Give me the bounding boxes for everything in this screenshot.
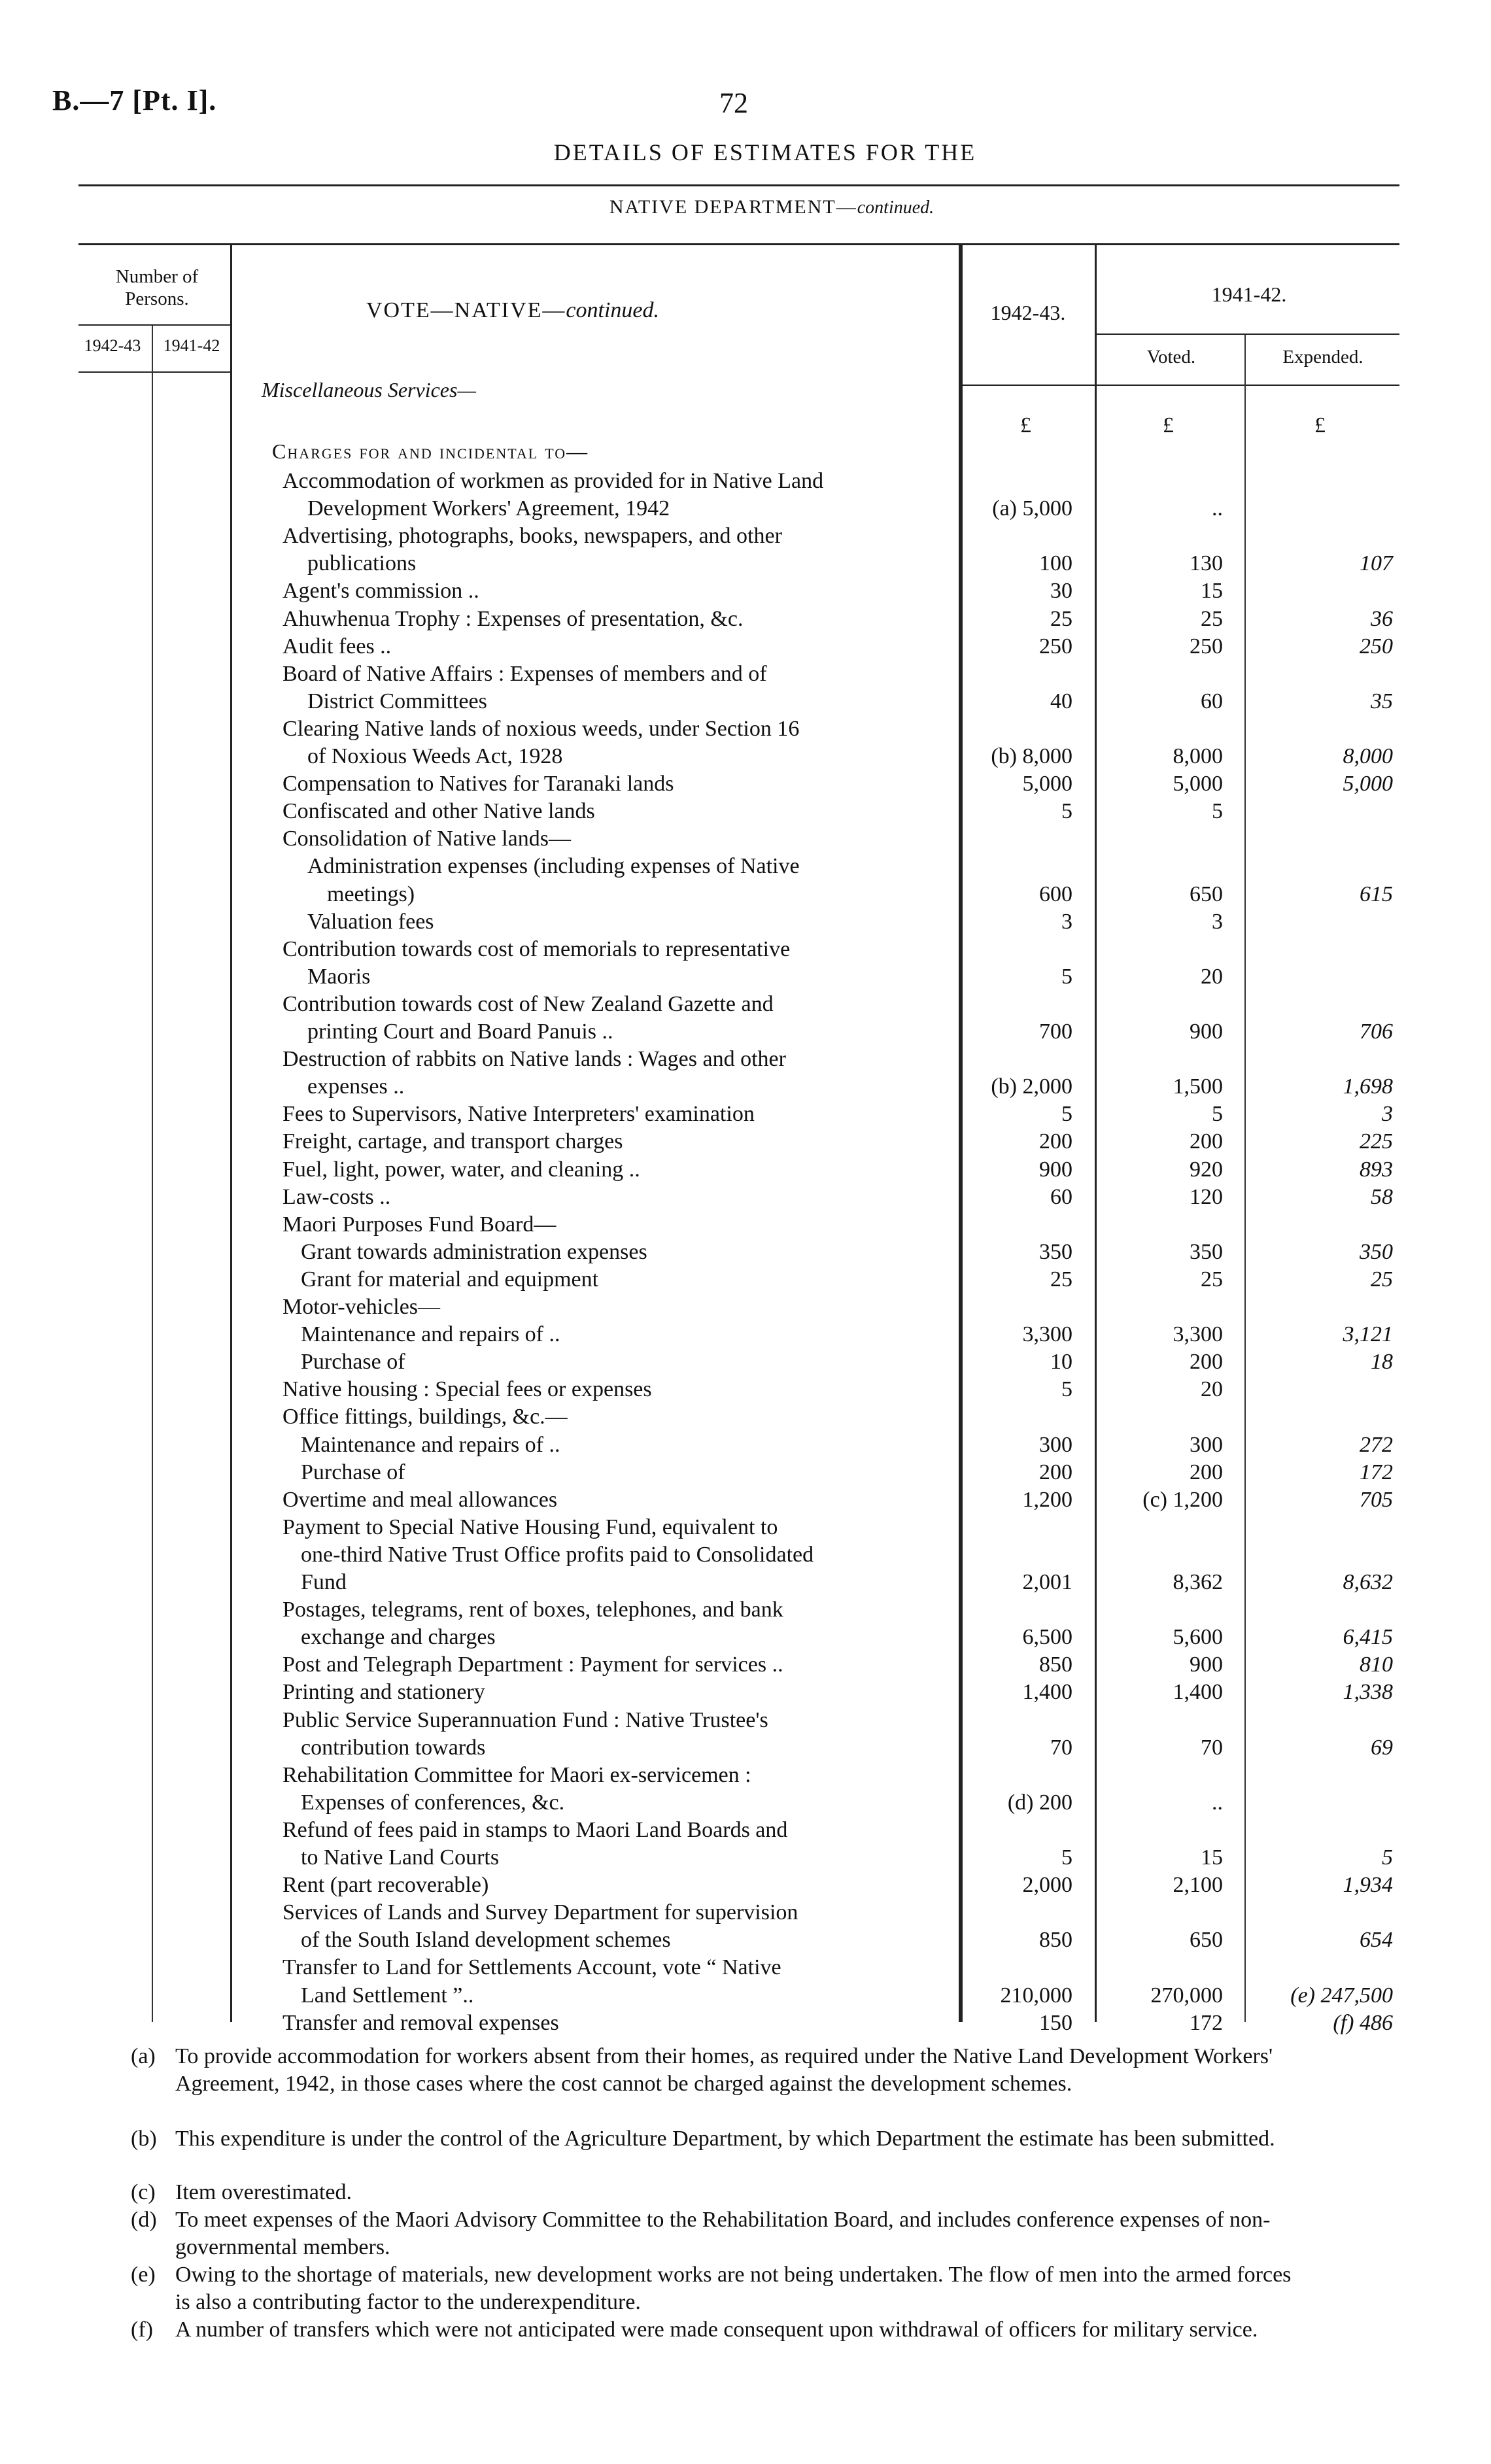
row-description: Board of Native Affairs : Expenses of members and of <box>283 661 767 686</box>
charges-heading: Charges for and incidental to— <box>272 439 589 463</box>
voted-1941-value: 1,500 <box>1173 1074 1223 1099</box>
table-row <box>0 1707 1491 1734</box>
row-description: Clearing Native lands of noxious weeds, under Section 16 <box>283 716 800 741</box>
table-row <box>0 1679 1491 1705</box>
voted-1941-value: 120 <box>1190 1184 1223 1209</box>
expended-1941-value: 107 <box>1360 551 1393 576</box>
estimate-1942-value: 40 <box>1050 689 1072 713</box>
estimate-1942-value: (d) 200 <box>1007 1790 1072 1815</box>
estimate-1942-value: 2,000 <box>1022 1873 1072 1898</box>
estimate-1942-value: 700 <box>1039 1019 1072 1044</box>
persons-subheader-rule <box>78 371 230 373</box>
table-row <box>0 1129 1491 1155</box>
expended-1941-value: 893 <box>1360 1157 1393 1182</box>
voted-1941-value: 8,362 <box>1173 1570 1223 1594</box>
estimate-1942-value: 100 <box>1039 551 1072 576</box>
row-description: Maori Purposes Fund Board— <box>283 1212 557 1237</box>
voted-1941-value: 2,100 <box>1173 1873 1223 1898</box>
table-row <box>0 1460 1491 1486</box>
row-description: Transfer to Land for Settlements Account, vote “ Native <box>283 1955 781 1980</box>
row-description: Freight, cartage, and transport charges <box>283 1129 623 1154</box>
estimate-1942-value: 600 <box>1039 881 1072 906</box>
expended-heading: Expended. <box>1282 347 1363 368</box>
voted-heading: Voted. <box>1146 347 1196 368</box>
estimate-1942-value: 150 <box>1039 2010 1072 2035</box>
estimate-1942-value: 25 <box>1050 606 1072 631</box>
expended-1941-value: 3 <box>1382 1102 1393 1127</box>
footnote-mark: (a) <box>131 2044 156 2068</box>
row-description: Overtime and meal allowances <box>283 1487 558 1512</box>
row-description: Destruction of rabbits on Native lands : Wages and other <box>283 1047 786 1072</box>
expended-1941-value: 69 <box>1371 1735 1393 1760</box>
estimate-1942-value: 3,300 <box>1022 1322 1072 1347</box>
estimate-1942-value: 300 <box>1039 1432 1072 1457</box>
footnote <box>131 2043 1308 2098</box>
voted-1941-value: 200 <box>1190 1350 1223 1375</box>
row-description: Grant towards administration expenses <box>301 1239 647 1264</box>
table-row <box>0 771 1491 797</box>
expended-1941-value: 8,632 <box>1343 1570 1393 1594</box>
table-row <box>0 523 1491 549</box>
expended-1941-value: (e) 247,500 <box>1290 1983 1393 2008</box>
expended-1941-value: 35 <box>1371 689 1393 713</box>
table-row <box>0 1157 1491 1183</box>
row-description: of Noxious Weeds Act, 1928 <box>307 744 563 768</box>
voted-1941-value: 300 <box>1190 1432 1223 1457</box>
voted-1941-value: 3,300 <box>1173 1322 1223 1347</box>
title-rule <box>78 184 1399 186</box>
table-row <box>0 716 1491 742</box>
row-description: Agent's commission .. <box>283 579 479 604</box>
row-description: Consolidation of Native lands— <box>283 827 572 851</box>
row-description: Compensation to Natives for Taranaki lands <box>283 772 674 796</box>
voted-1941-value: 350 <box>1190 1239 1223 1264</box>
table-row <box>0 853 1491 880</box>
vote-continued: continued. <box>566 298 659 322</box>
estimate-1942-value: 850 <box>1039 1928 1072 1953</box>
page-number: 72 <box>719 87 748 119</box>
voted-1941-value: 20 <box>1201 1377 1223 1402</box>
voted-1941-value: 3 <box>1212 909 1223 934</box>
table-row <box>0 1983 1491 2009</box>
table-row <box>0 1349 1491 1375</box>
persons-1942-heading: 1942-43 <box>84 336 141 355</box>
footnote <box>131 2316 1308 2344</box>
table-row <box>0 1294 1491 1320</box>
voted-1941-value: 25 <box>1201 1267 1223 1292</box>
footnote <box>131 2125 1308 2153</box>
vote-name: VOTE—NATIVE— <box>366 298 566 322</box>
department-title <box>0 196 1491 218</box>
row-description: Accommodation of workmen as provided for in Native Land <box>283 469 824 493</box>
year-1941-heading: 1941-42. <box>1211 282 1287 306</box>
expended-1941-value: 250 <box>1360 634 1393 659</box>
expended-1941-value: 654 <box>1360 1928 1393 1953</box>
expended-1941-value: 810 <box>1360 1652 1393 1677</box>
table-row <box>0 1872 1491 1898</box>
estimate-1942-value: 6,500 <box>1022 1625 1072 1650</box>
row-description: Land Settlement ”.. <box>301 1983 474 2008</box>
year-1942-heading: 1942-43. <box>990 301 1066 324</box>
voted-1941-value: 920 <box>1190 1157 1223 1182</box>
row-description: Administration expenses (including expenses of Native <box>307 854 800 879</box>
footnote <box>131 2179 1308 2206</box>
department-name: NATIVE DEPARTMENT— <box>609 196 857 218</box>
voted-1941-value: (c) 1,200 <box>1142 1487 1223 1512</box>
table-row <box>0 909 1491 935</box>
table-row <box>0 1817 1491 1843</box>
voted-1941-value: 5 <box>1212 1102 1223 1127</box>
estimate-1942-value: 350 <box>1039 1239 1072 1264</box>
table-row <box>0 1074 1491 1100</box>
footnote-mark: (c) <box>131 2180 156 2204</box>
expended-1941-value: (f) 486 <box>1333 2010 1393 2035</box>
table-row <box>0 1239 1491 1265</box>
voted-1941-value: 900 <box>1190 1652 1223 1677</box>
persons-header-rule <box>78 324 230 326</box>
table-row <box>0 1404 1491 1430</box>
expended-1941-value: 1,934 <box>1343 1873 1393 1898</box>
estimate-1942-value: 5 <box>1061 1102 1072 1127</box>
footnote-text: This expenditure is under the control of the Agriculture Department, by which Department the estimate has been submitted. <box>175 2127 1275 2151</box>
expended-1941-value: 705 <box>1360 1487 1393 1512</box>
row-description: one-third Native Trust Office profits paid to Consolidated <box>301 1542 814 1567</box>
table-row <box>0 1735 1491 1761</box>
voted-1941-value: 70 <box>1201 1735 1223 1760</box>
footnote <box>131 2206 1308 2261</box>
row-description: Rent (part recoverable) <box>283 1873 489 1898</box>
expended-1941-value: 225 <box>1360 1129 1393 1154</box>
vote-title <box>366 298 659 323</box>
expended-1941-value: 3,121 <box>1343 1322 1393 1347</box>
row-description: Public Service Superannuation Fund : Native Trustee's <box>283 1707 768 1732</box>
table-row <box>0 1487 1491 1513</box>
estimate-1942-value: 5 <box>1061 1377 1072 1402</box>
estimate-1942-value: 200 <box>1039 1460 1072 1484</box>
row-description: Maoris <box>307 964 371 989</box>
table-row <box>0 1762 1491 1788</box>
row-description: Postages, telegrams, rent of boxes, telephones, and bank <box>283 1598 783 1622</box>
voted-1941-value: 200 <box>1190 1460 1223 1484</box>
row-description: Post and Telegraph Department : Payment for services .. <box>283 1652 783 1677</box>
estimate-1942-value: 30 <box>1050 579 1072 604</box>
row-description: Audit fees .. <box>283 634 392 659</box>
row-description: Office fittings, buildings, &c.— <box>283 1405 568 1429</box>
row-description: Fund <box>301 1570 347 1594</box>
row-description: exchange and charges <box>301 1625 496 1650</box>
table-row <box>0 1322 1491 1348</box>
voted-1941-value: 5,000 <box>1173 772 1223 796</box>
footnote-mark: (b) <box>131 2127 157 2151</box>
footnote-text: To meet expenses of the Maori Advisory Committee to the Rehabilitation Board, and includes conference expenses of non-governmental members. <box>175 2208 1271 2259</box>
voted-1941-value: 20 <box>1201 964 1223 989</box>
table-row <box>0 689 1491 715</box>
expended-1941-value: 1,698 <box>1343 1074 1393 1099</box>
estimate-1942-value: 5,000 <box>1022 772 1072 796</box>
row-description: Transfer and removal expenses <box>283 2010 559 2035</box>
table-row <box>0 661 1491 687</box>
table-row <box>0 964 1491 990</box>
year1941-header-rule <box>1096 334 1399 335</box>
table-row <box>0 468 1491 494</box>
estimate-1942-value: 10 <box>1050 1350 1072 1375</box>
voted-1941-value: 270,000 <box>1150 1983 1223 2008</box>
table-row <box>0 1101 1491 1127</box>
voted-1941-value: 172 <box>1190 2010 1223 2035</box>
voted-1941-value: 200 <box>1190 1129 1223 1154</box>
voted-1941-value: 15 <box>1201 1845 1223 1870</box>
footnote-text: Item overestimated. <box>175 2180 352 2204</box>
table-row <box>0 2010 1491 2036</box>
page-title: DETAILS OF ESTIMATES FOR THE <box>553 139 977 165</box>
voted-1941-value: 15 <box>1201 579 1223 604</box>
table-row <box>0 1597 1491 1623</box>
table-row <box>0 1184 1491 1210</box>
department-continued: continued. <box>857 197 934 218</box>
row-description: Maintenance and repairs of .. <box>301 1432 560 1457</box>
table-row <box>0 991 1491 1018</box>
table-row <box>0 1377 1491 1403</box>
table-row <box>0 881 1491 908</box>
expended-1941-value: 272 <box>1360 1432 1393 1457</box>
estimate-1942-value: 60 <box>1050 1184 1072 1209</box>
expended-1941-value: 25 <box>1371 1267 1393 1292</box>
row-description: printing Court and Board Panuis .. <box>307 1019 613 1044</box>
estimate-1942-value: 200 <box>1039 1129 1072 1154</box>
pound-symbol-voted: £ <box>1163 413 1174 437</box>
estimate-1942-value: 5 <box>1061 1845 1072 1870</box>
voted-1941-value: 900 <box>1190 1019 1223 1044</box>
estimate-1942-value: 5 <box>1061 799 1072 824</box>
estimate-1942-value: 3 <box>1061 909 1072 934</box>
estimate-1942-value: 250 <box>1039 634 1072 659</box>
row-description: Valuation fees <box>307 909 434 934</box>
row-description: meetings) <box>327 881 415 906</box>
table-row <box>0 634 1491 660</box>
estimate-1942-value: (b) 2,000 <box>991 1074 1072 1099</box>
footnote-mark: (d) <box>131 2208 157 2232</box>
row-description: expenses .. <box>307 1074 405 1099</box>
table-row <box>0 1927 1491 1953</box>
row-description: to Native Land Courts <box>301 1845 500 1870</box>
row-description: Fuel, light, power, water, and cleaning .. <box>283 1157 640 1182</box>
estimate-1942-value: 210,000 <box>1000 1983 1072 2008</box>
voted-1941-value: 650 <box>1190 881 1223 906</box>
table-row <box>0 496 1491 522</box>
voted-1941-value: 25 <box>1201 606 1223 631</box>
row-description: Expenses of conferences, &c. <box>301 1790 565 1815</box>
expended-1941-value: 1,338 <box>1343 1680 1393 1705</box>
row-description: of the South Island development schemes <box>301 1928 671 1953</box>
expended-1941-value: 18 <box>1371 1350 1393 1375</box>
row-description: Advertising, photographs, books, newspapers, and other <box>283 524 782 549</box>
expended-1941-value: 615 <box>1360 881 1393 906</box>
estimate-1942-value: 5 <box>1061 964 1072 989</box>
table-row <box>0 1652 1491 1678</box>
row-description: District Committees <box>307 689 487 713</box>
voted-1941-value: 650 <box>1190 1928 1223 1953</box>
expended-1941-value: 172 <box>1360 1460 1393 1484</box>
row-description: Motor-vehicles— <box>283 1295 441 1319</box>
footnote <box>131 2261 1308 2316</box>
voted-1941-value: 130 <box>1190 551 1223 576</box>
row-description: Rehabilitation Committee for Maori ex-servicemen : <box>283 1762 751 1787</box>
table-row <box>0 1046 1491 1072</box>
row-description: Ahuwhenua Trophy : Expenses of presentation, &c. <box>283 606 744 631</box>
row-description: Law-costs .. <box>283 1184 391 1209</box>
table-row <box>0 1845 1491 1871</box>
expended-1941-value: 6,415 <box>1343 1625 1393 1650</box>
table-row <box>0 936 1491 963</box>
row-description: Purchase of <box>301 1460 405 1484</box>
document-reference: B.—7 [Pt. I]. <box>52 84 217 116</box>
number-of-persons-heading: Number of Persons. <box>115 266 199 309</box>
estimate-1942-value: (b) 8,000 <box>991 744 1072 768</box>
voted-1941-value: .. <box>1212 496 1223 521</box>
expended-1941-value: 58 <box>1371 1184 1393 1209</box>
expended-1941-value: 8,000 <box>1343 744 1393 768</box>
estimate-1942-value: (a) 5,000 <box>992 496 1072 521</box>
voted-1941-value: 60 <box>1201 689 1223 713</box>
table-row <box>0 551 1491 577</box>
row-description: Services of Lands and Survey Department for supervision <box>283 1900 798 1925</box>
row-description: contribution towards <box>301 1735 486 1760</box>
row-description: Payment to Special Native Housing Fund, equivalent to <box>283 1514 778 1539</box>
estimate-1942-value: 1,400 <box>1022 1680 1072 1705</box>
table-row <box>0 1019 1491 1045</box>
pound-symbol-1942: £ <box>1020 413 1031 437</box>
expended-1941-value: 5,000 <box>1343 772 1393 796</box>
footnote-mark: (f) <box>131 2318 153 2342</box>
table-row <box>0 1212 1491 1238</box>
table-row <box>0 744 1491 770</box>
footnote-text: A number of transfers which were not anticipated were made consequent upon withdrawal of officers for military service. <box>175 2318 1258 2342</box>
voted-1941-value: 1,400 <box>1173 1680 1223 1705</box>
row-description: Fees to Supervisors, Native Interpreters' examination <box>283 1102 755 1127</box>
expended-1941-value: 706 <box>1360 1019 1393 1044</box>
row-description: Contribution towards cost of memorials to representative <box>283 936 791 961</box>
row-description: Contribution towards cost of New Zealand Gazette and <box>283 991 774 1016</box>
table-row <box>0 1955 1491 1981</box>
table-row <box>0 606 1491 632</box>
table-top-rule <box>78 243 1399 245</box>
row-description: Grant for material and equipment <box>301 1267 599 1292</box>
values-header-rule <box>961 385 1399 386</box>
table-row <box>0 1900 1491 1926</box>
table-row <box>0 1542 1491 1568</box>
row-description: Purchase of <box>301 1350 405 1375</box>
voted-1941-value: .. <box>1212 1790 1223 1815</box>
table-row <box>0 798 1491 825</box>
row-description: Confiscated and other Native lands <box>283 799 595 824</box>
table-row <box>0 1514 1491 1541</box>
footnote-text: To provide accommodation for workers absent from their homes, as required under the Native Land Development Workers' Agreement, 1942, in those cases where the cost cannot be charged against the development schemes. <box>175 2044 1273 2096</box>
expended-1941-value: 36 <box>1371 606 1393 631</box>
row-description: Maintenance and repairs of .. <box>301 1322 560 1347</box>
table-row <box>0 578 1491 604</box>
estimate-1942-value: 850 <box>1039 1652 1072 1677</box>
section-title: Miscellaneous Services— <box>262 378 476 402</box>
voted-1941-value: 8,000 <box>1173 744 1223 768</box>
table-row <box>0 1267 1491 1293</box>
footnote-mark: (e) <box>131 2263 156 2287</box>
row-description: publications <box>307 551 417 576</box>
table-row <box>0 826 1491 852</box>
pound-symbol-expended: £ <box>1314 413 1326 437</box>
expended-1941-value: 5 <box>1382 1845 1393 1870</box>
table-row <box>0 1432 1491 1458</box>
estimate-1942-value: 25 <box>1050 1267 1072 1292</box>
estimate-1942-value: 900 <box>1039 1157 1072 1182</box>
voted-1941-value: 5,600 <box>1173 1625 1223 1650</box>
row-description: Native housing : Special fees or expenses <box>283 1377 652 1402</box>
table-row <box>0 1624 1491 1651</box>
estimate-1942-value: 70 <box>1050 1735 1072 1760</box>
voted-1941-value: 250 <box>1190 634 1223 659</box>
table-row <box>0 1790 1491 1816</box>
table-row <box>0 1569 1491 1596</box>
row-description: Refund of fees paid in stamps to Maori Land Boards and <box>283 1817 788 1842</box>
estimate-1942-value: 2,001 <box>1022 1570 1072 1594</box>
expended-1941-value: 350 <box>1360 1239 1393 1264</box>
estimate-1942-value: 1,200 <box>1022 1487 1072 1512</box>
row-description: Printing and stationery <box>283 1680 485 1705</box>
persons-1941-heading: 1941-42 <box>163 336 220 355</box>
footnote-text: Owing to the shortage of materials, new development works are not being undertaken. The flow of men into the armed forces is also a contributing factor to the underexpenditure. <box>175 2263 1292 2314</box>
voted-1941-value: 5 <box>1212 799 1223 824</box>
row-description: Development Workers' Agreement, 1942 <box>307 496 670 521</box>
